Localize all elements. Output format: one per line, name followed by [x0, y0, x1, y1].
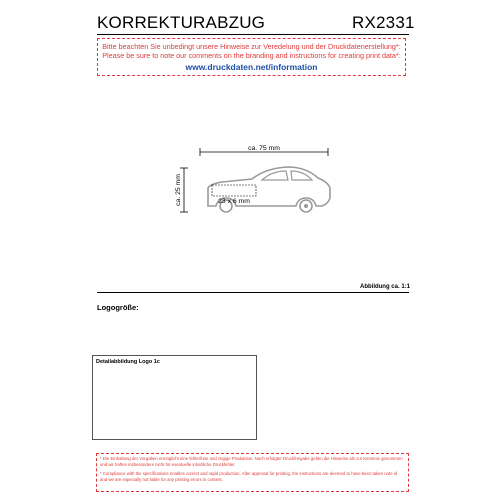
car-tool-drawing [170, 140, 340, 220]
imprint-area-label: 23 x 6 mm [218, 198, 250, 205]
footer-notice-box [96, 453, 409, 492]
article-code: RX2331 [352, 13, 415, 32]
footer-note-en: * Compliance with the specifications enables correct and rapid production. After approval for printing, the instructions are deemed to have been taken note of and we are especially not liable for any printing errors in content. [100, 471, 398, 482]
print-data-link[interactable]: www.druckdaten.net/information [185, 62, 318, 72]
logo-size-label: Logogröße: [97, 303, 139, 312]
product-diagram [170, 140, 340, 220]
footer-note-de: * Die Einhaltung der Vorgaben ermöglicht eine fehlerfreie und zügige Produktion. Nach erfolgter Druckfreigabe gelten die Hinweise als zur Kenntnis genommen und wir haften insbesondere nicht für eventuelle inhaltliche Druckfehler. [100, 456, 403, 467]
width-label: ca. 75 mm [248, 145, 280, 152]
height-label: ca. 25 mm [175, 174, 182, 206]
imprint-area [212, 185, 256, 196]
print-notice-box [97, 38, 406, 76]
notice-line-en: Please be sure to note our comments on the branding and instructions for creating print data*: [102, 51, 401, 60]
section-rule [97, 292, 409, 293]
logo-detail-box [92, 355, 257, 440]
car-window-front [262, 171, 288, 180]
proof-title: KORREKTURABZUG [97, 13, 266, 32]
scale-label: Abbildung ca. 1:1 [359, 284, 410, 290]
logo-detail-label: Detailabbildung Logo 1c [96, 359, 160, 365]
notice-line-de: Bitte beachten Sie unbedingt unsere Hinweise zur Veredelung und der Druckdatenerstellung*: [102, 42, 401, 51]
header-rule [97, 34, 409, 35]
